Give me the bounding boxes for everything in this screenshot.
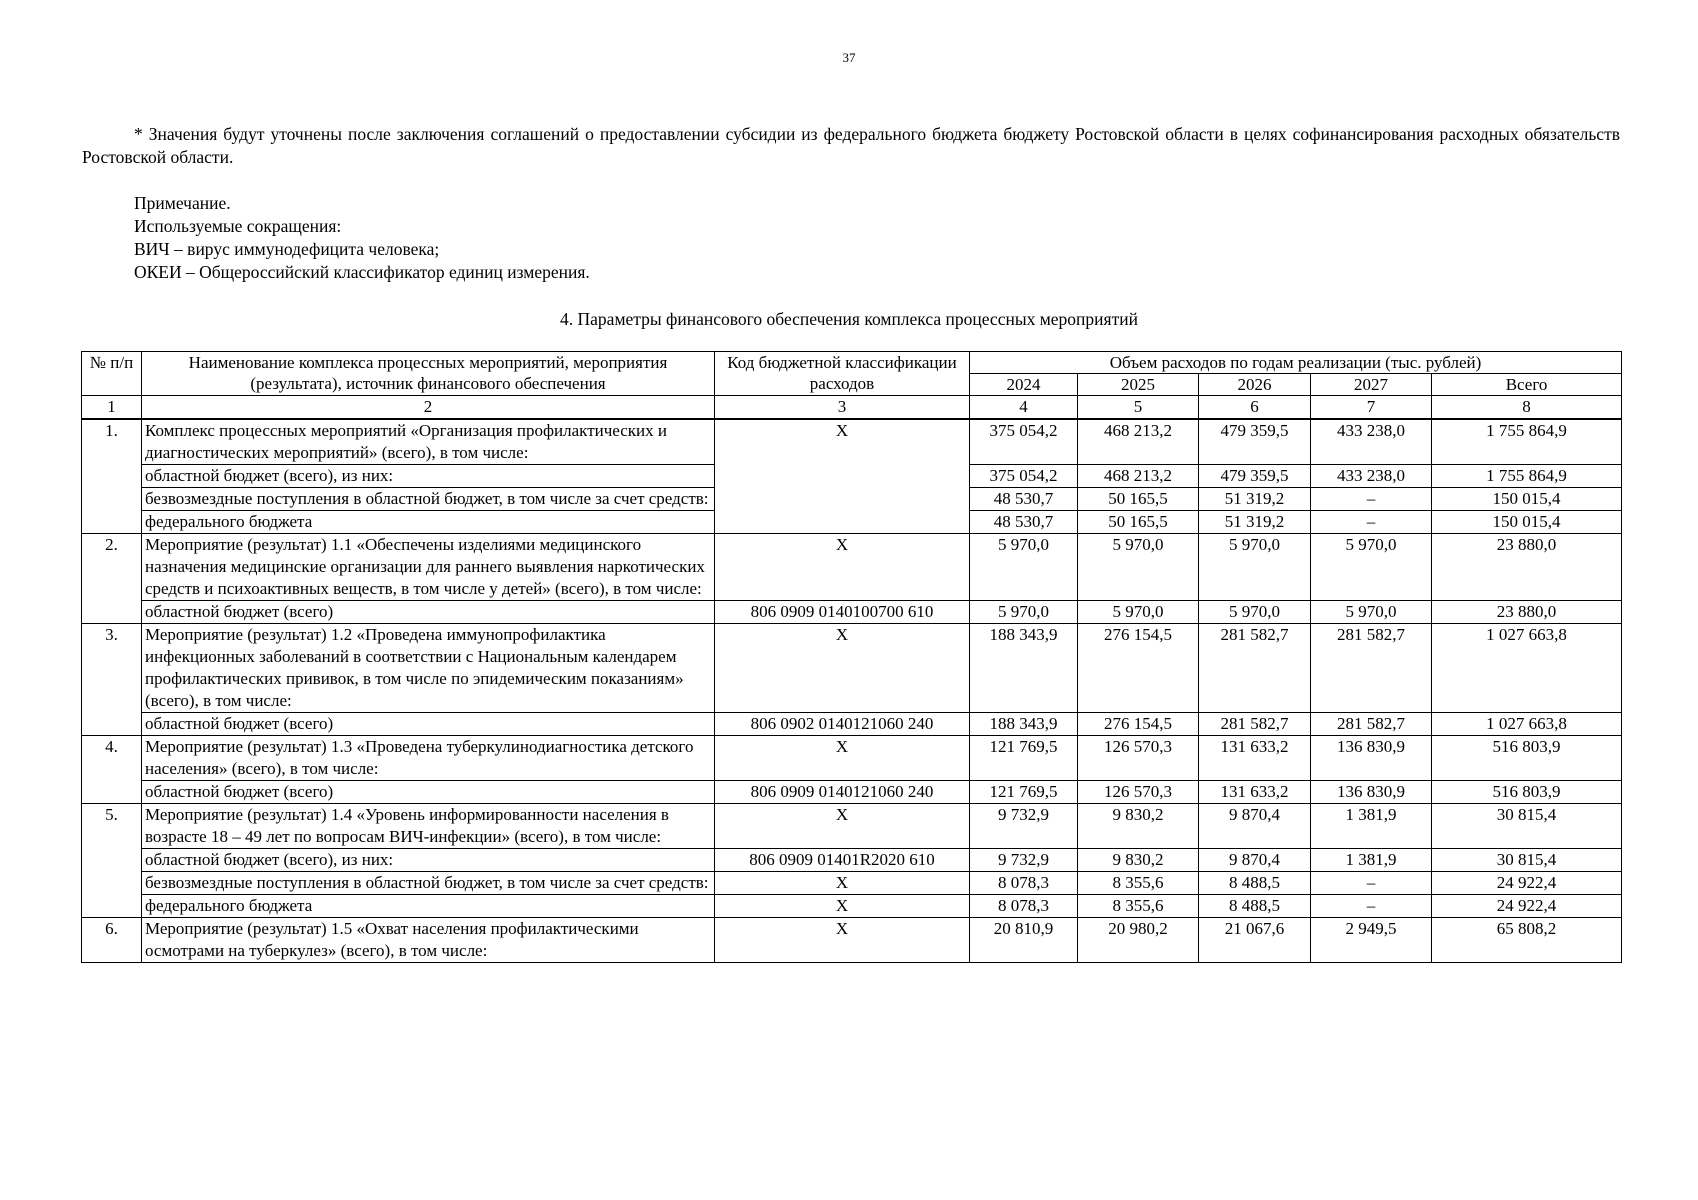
- row-name: Мероприятие (результат) 1.4 «Уровень информированности населения в возрасте 18 – 49 лет по вопросам ВИЧ-инфекции» (всего), в том числе:: [142, 804, 715, 849]
- value-total: 24 922,4: [1432, 895, 1622, 918]
- row-code: Х: [715, 872, 970, 895]
- row-name: федерального бюджета: [142, 895, 715, 918]
- header-year-2024: 2024: [970, 374, 1078, 396]
- value-total: 150 015,4: [1432, 511, 1622, 534]
- value-2026: 51 319,2: [1199, 488, 1311, 511]
- value-2025: 5 970,0: [1078, 601, 1199, 624]
- value-2026: 281 582,7: [1199, 624, 1311, 713]
- row-number: 6.: [82, 918, 142, 963]
- row-name: Мероприятие (результат) 1.1 «Обеспечены изделиями медицинского назначения медицинские организации для раннего выявления наркотических средств и психоактивных веществ, в том числе у детей» (всего), в том числе:: [142, 534, 715, 601]
- value-total: 150 015,4: [1432, 488, 1622, 511]
- value-total: 65 808,2: [1432, 918, 1622, 963]
- table-row: [82, 781, 1622, 804]
- row-code: Х: [715, 895, 970, 918]
- value-total: 23 880,0: [1432, 601, 1622, 624]
- row-code: Х: [715, 736, 970, 781]
- header-num: № п/п: [82, 352, 142, 396]
- row-name: областной бюджет (всего): [142, 601, 715, 624]
- row-code: Х: [715, 419, 970, 534]
- value-2027: 281 582,7: [1311, 713, 1432, 736]
- value-2025: 8 355,6: [1078, 872, 1199, 895]
- table-row: [82, 534, 1622, 601]
- value-2027: 5 970,0: [1311, 534, 1432, 601]
- table-row: [82, 713, 1622, 736]
- row-name: Мероприятие (результат) 1.3 «Проведена туберкулинодиагностика детского населения» (всего), в том числе:: [142, 736, 715, 781]
- column-index: 8: [1432, 396, 1622, 420]
- value-2024: 9 732,9: [970, 849, 1078, 872]
- value-2026: 9 870,4: [1199, 804, 1311, 849]
- value-2026: 281 582,7: [1199, 713, 1311, 736]
- row-code: 806 0909 0140100700 610: [715, 601, 970, 624]
- row-code: 806 0909 01401R2020 610: [715, 849, 970, 872]
- column-index-row: [82, 396, 1622, 420]
- value-2024: 20 810,9: [970, 918, 1078, 963]
- row-name: безвозмездные поступления в областной бюджет, в том числе за счет средств:: [142, 488, 715, 511]
- header-year-2025: 2025: [1078, 374, 1199, 396]
- value-2026: 131 633,2: [1199, 781, 1311, 804]
- value-2024: 121 769,5: [970, 736, 1078, 781]
- value-2027: –: [1311, 895, 1432, 918]
- row-code: Х: [715, 918, 970, 963]
- value-2027: 1 381,9: [1311, 849, 1432, 872]
- value-2027: –: [1311, 872, 1432, 895]
- row-name: федерального бюджета: [142, 511, 715, 534]
- table-row: [82, 918, 1622, 963]
- header-year-2026: 2026: [1199, 374, 1311, 396]
- value-2025: 50 165,5: [1078, 511, 1199, 534]
- page-number: 37: [842, 50, 856, 65]
- row-number: 3.: [82, 624, 142, 736]
- row-name: безвозмездные поступления в областной бюджет, в том числе за счет средств:: [142, 872, 715, 895]
- value-2024: 121 769,5: [970, 781, 1078, 804]
- table-row: [82, 872, 1622, 895]
- note-line: ВИЧ – вирус иммунодефицита человека;: [134, 239, 440, 259]
- value-2027: 136 830,9: [1311, 736, 1432, 781]
- note-line: ОКЕИ – Общероссийский классификатор единиц измерения.: [134, 262, 590, 282]
- value-2026: 9 870,4: [1199, 849, 1311, 872]
- row-code: 806 0909 0140121060 240: [715, 781, 970, 804]
- row-code: Х: [715, 534, 970, 601]
- value-2025: 126 570,3: [1078, 736, 1199, 781]
- table-row: [82, 849, 1622, 872]
- value-2025: 9 830,2: [1078, 849, 1199, 872]
- footnote: * Значения будут уточнены после заключения соглашений о предоставлении субсидии из федерального бюджета бюджету Ростовской области в целях софинансирования расходных обязательств Ростовской области.: [82, 124, 1620, 167]
- row-code: Х: [715, 804, 970, 849]
- value-2024: 188 343,9: [970, 713, 1078, 736]
- row-name: областной бюджет (всего), из них:: [142, 465, 715, 488]
- value-total: 23 880,0: [1432, 534, 1622, 601]
- value-2027: –: [1311, 488, 1432, 511]
- value-2025: 8 355,6: [1078, 895, 1199, 918]
- value-2026: 8 488,5: [1199, 872, 1311, 895]
- value-2026: 21 067,6: [1199, 918, 1311, 963]
- row-name: Мероприятие (результат) 1.2 «Проведена иммунопрофилактика инфекционных заболеваний в соответствии с Национальным календарем профилактических прививок, в том числе по эпидемическим показаниям» (всего), в том числе:: [142, 624, 715, 713]
- value-2025: 276 154,5: [1078, 713, 1199, 736]
- row-name: областной бюджет (всего): [142, 713, 715, 736]
- value-2025: 9 830,2: [1078, 804, 1199, 849]
- value-2025: 468 213,2: [1078, 419, 1199, 465]
- header-year-2027: 2027: [1311, 374, 1432, 396]
- value-2025: 468 213,2: [1078, 465, 1199, 488]
- row-name: областной бюджет (всего): [142, 781, 715, 804]
- column-index: 1: [82, 396, 142, 420]
- table-row: [82, 804, 1622, 849]
- row-number: 5.: [82, 804, 142, 918]
- column-index: 5: [1078, 396, 1199, 420]
- value-total: 1 755 864,9: [1432, 465, 1622, 488]
- row-code: Х: [715, 624, 970, 713]
- header-name: Наименование комплекса процессных мероприятий, мероприятия (результата), источник финансового обеспечения: [142, 352, 715, 396]
- value-2026: 479 359,5: [1199, 419, 1311, 465]
- value-total: 24 922,4: [1432, 872, 1622, 895]
- value-2024: 375 054,2: [970, 419, 1078, 465]
- notes-block: [134, 192, 590, 284]
- value-2024: 48 530,7: [970, 511, 1078, 534]
- table-row: [82, 895, 1622, 918]
- header-total: Всего: [1432, 374, 1622, 396]
- value-total: 1 755 864,9: [1432, 419, 1622, 465]
- value-total: 516 803,9: [1432, 781, 1622, 804]
- row-name: Комплекс процессных мероприятий «Организация профилактических и диагностических мероприятий» (всего), в том числе:: [142, 419, 715, 465]
- row-number: 1.: [82, 419, 142, 534]
- value-2027: 5 970,0: [1311, 601, 1432, 624]
- value-2024: 8 078,3: [970, 872, 1078, 895]
- value-2027: 433 238,0: [1311, 465, 1432, 488]
- value-2027: –: [1311, 511, 1432, 534]
- value-2024: 5 970,0: [970, 601, 1078, 624]
- value-total: 30 815,4: [1432, 804, 1622, 849]
- value-2025: 50 165,5: [1078, 488, 1199, 511]
- value-2027: 281 582,7: [1311, 624, 1432, 713]
- column-index: 2: [142, 396, 715, 420]
- financing-table: [81, 351, 1622, 963]
- value-2024: 48 530,7: [970, 488, 1078, 511]
- column-index: 4: [970, 396, 1078, 420]
- row-name: областной бюджет (всего), из них:: [142, 849, 715, 872]
- row-code: 806 0902 0140121060 240: [715, 713, 970, 736]
- value-2024: 375 054,2: [970, 465, 1078, 488]
- value-2026: 5 970,0: [1199, 534, 1311, 601]
- column-index: 3: [715, 396, 970, 420]
- value-2026: 5 970,0: [1199, 601, 1311, 624]
- table-row: [82, 736, 1622, 781]
- value-2027: 136 830,9: [1311, 781, 1432, 804]
- column-index: 6: [1199, 396, 1311, 420]
- section-title: 4. Параметры финансового обеспечения комплекса процессных мероприятий: [560, 309, 1138, 329]
- value-total: 516 803,9: [1432, 736, 1622, 781]
- value-2024: 5 970,0: [970, 534, 1078, 601]
- value-2027: 2 949,5: [1311, 918, 1432, 963]
- row-number: 2.: [82, 534, 142, 624]
- note-line: Используемые сокращения:: [134, 216, 342, 236]
- row-name: Мероприятие (результат) 1.5 «Охват населения профилактическими осмотрами на туберкулез» (всего), в том числе:: [142, 918, 715, 963]
- value-2025: 20 980,2: [1078, 918, 1199, 963]
- value-2026: 131 633,2: [1199, 736, 1311, 781]
- value-2027: 1 381,9: [1311, 804, 1432, 849]
- value-2024: 188 343,9: [970, 624, 1078, 713]
- table-row: [82, 419, 1622, 465]
- value-2024: 8 078,3: [970, 895, 1078, 918]
- value-2024: 9 732,9: [970, 804, 1078, 849]
- row-number: 4.: [82, 736, 142, 804]
- value-2026: 51 319,2: [1199, 511, 1311, 534]
- column-index: 7: [1311, 396, 1432, 420]
- value-2026: 479 359,5: [1199, 465, 1311, 488]
- value-2027: 433 238,0: [1311, 419, 1432, 465]
- value-2025: 5 970,0: [1078, 534, 1199, 601]
- header-volume: Объем расходов по годам реализации (тыс. рублей): [970, 352, 1622, 374]
- value-2026: 8 488,5: [1199, 895, 1311, 918]
- table-row: [82, 624, 1622, 713]
- value-total: 1 027 663,8: [1432, 624, 1622, 713]
- value-total: 1 027 663,8: [1432, 713, 1622, 736]
- value-total: 30 815,4: [1432, 849, 1622, 872]
- header-code: Код бюджетной классификации расходов: [715, 352, 970, 396]
- value-2025: 276 154,5: [1078, 624, 1199, 713]
- note-line: Примечание.: [134, 193, 231, 213]
- table-row: [82, 601, 1622, 624]
- value-2025: 126 570,3: [1078, 781, 1199, 804]
